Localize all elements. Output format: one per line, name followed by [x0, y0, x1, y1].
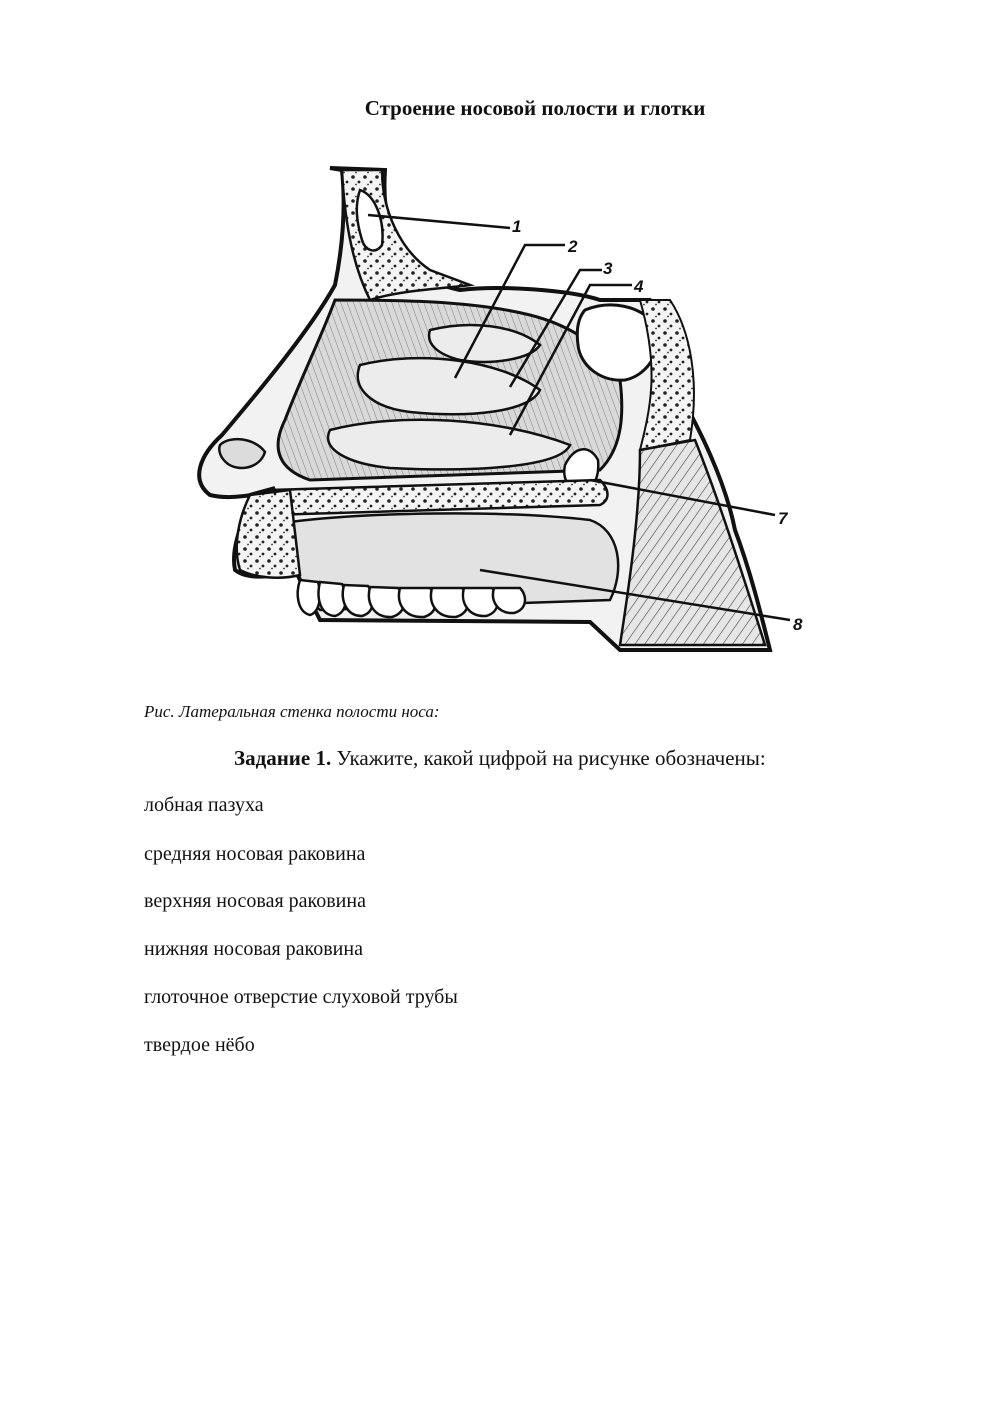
term-item: глоточное отверстие слуховой трубы — [144, 986, 458, 1008]
term-item: средняя носовая раковина — [144, 843, 366, 865]
figure-caption: Рис. Латеральная стенка полости носа: — [144, 702, 440, 721]
callout-label-3: 3 — [603, 259, 613, 278]
page-title: Строение носовой полости и глотки — [364, 96, 706, 120]
nasal-cavity-drawing — [170, 150, 830, 660]
callout-label-7: 7 — [778, 509, 788, 528]
term-item: нижняя носовая раковина — [144, 938, 363, 960]
callout-label-4: 4 — [634, 277, 644, 296]
upper-lip — [237, 490, 300, 578]
term-item: верхняя носовая раковина — [144, 890, 366, 912]
callout-label-1: 1 — [512, 217, 522, 236]
pharynx-wall — [620, 440, 765, 645]
term-item: твердое нёбо — [144, 1034, 255, 1056]
term-item: лобная пазуха — [144, 794, 264, 816]
callout-label-8: 8 — [793, 615, 803, 634]
nasal-cavity-illustration — [170, 150, 830, 660]
task-label: Задание 1. — [234, 746, 332, 770]
task-text: Укажите, какой цифрой на рисунке обозначены: — [336, 746, 766, 770]
callout-label-2: 2 — [568, 237, 578, 256]
task-heading — [234, 746, 766, 771]
